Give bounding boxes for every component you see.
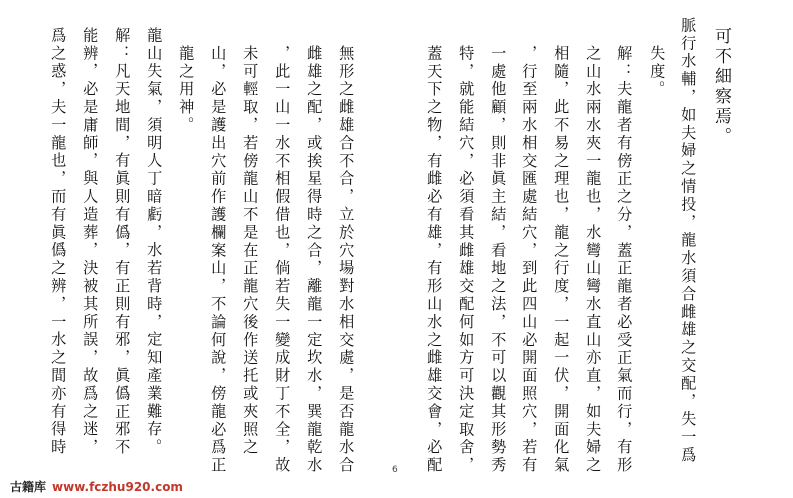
text-column: 失度。	[648, 45, 667, 99]
text-column: ，此一山一水不相假借也，倘若失一變成財丁不全，故	[273, 45, 292, 475]
text-column: 未可輕取，若傍龍山不是在正龍穴後作送托或夾照之	[241, 45, 260, 457]
text-column: 雌雄之配，或挨星得時之合，離龍一定坎水，巽龍乾水	[305, 45, 324, 475]
text-column: 解：夫龍者有傍正之分，蓋正龍者必受正氣而行，有形	[615, 45, 634, 475]
text-column: 相隨，此不易之理也，龍之行度，一起一伏，開面化氣	[552, 45, 571, 475]
text-column: 龍之用神。	[177, 45, 196, 135]
page-number: 6	[392, 465, 398, 475]
text-column: 解：凡天地間，有眞則有僞，有正則有邪，眞僞正邪不	[113, 27, 132, 457]
text-column: ，行至兩水相交匯處結穴，到此四山必開面照穴，若有	[520, 45, 539, 475]
text-column: 無形之雌雄合不合，立於穴場對水相交處，是否龍水合	[337, 45, 356, 475]
watermark-url: www.fczhu920.com	[52, 480, 183, 494]
watermark-site-name: 古籍库	[10, 480, 47, 494]
text-column: 可不細察焉。	[711, 27, 731, 147]
text-column: 一處他顧，則非眞主結，看地之法，不可以觀其形勢秀	[489, 45, 508, 475]
text-column: 脈行水輔，如夫婦之情投，龍水須合雌雄之交配，失一爲	[679, 17, 698, 465]
text-column: 之山水兩水夾一龍也，水彎山彎水直山亦直，如夫婦之	[584, 45, 603, 475]
text-column: 能辨，必是庸師，與人造葬，決被其所誤，故爲之迷，	[81, 27, 100, 457]
site-watermark	[10, 478, 183, 495]
text-column: 龍山失氣，須明人丁暗虧，水若背時，定知產業難存。	[145, 27, 164, 457]
text-column: 蓋天下之物，有雌必有雄，有形山水之雌雄交會，必配	[425, 45, 444, 475]
text-column: 山，必是護出穴前作護欄案山，不論何說，傍龍必爲正	[209, 45, 228, 475]
text-column: 特，就能結穴，必須看其雌雄交配何如方可決定取舍，	[457, 45, 476, 475]
text-column: 爲之惑，夫一龍也，而有眞僞之辨，一水之間亦有得時	[49, 27, 68, 457]
